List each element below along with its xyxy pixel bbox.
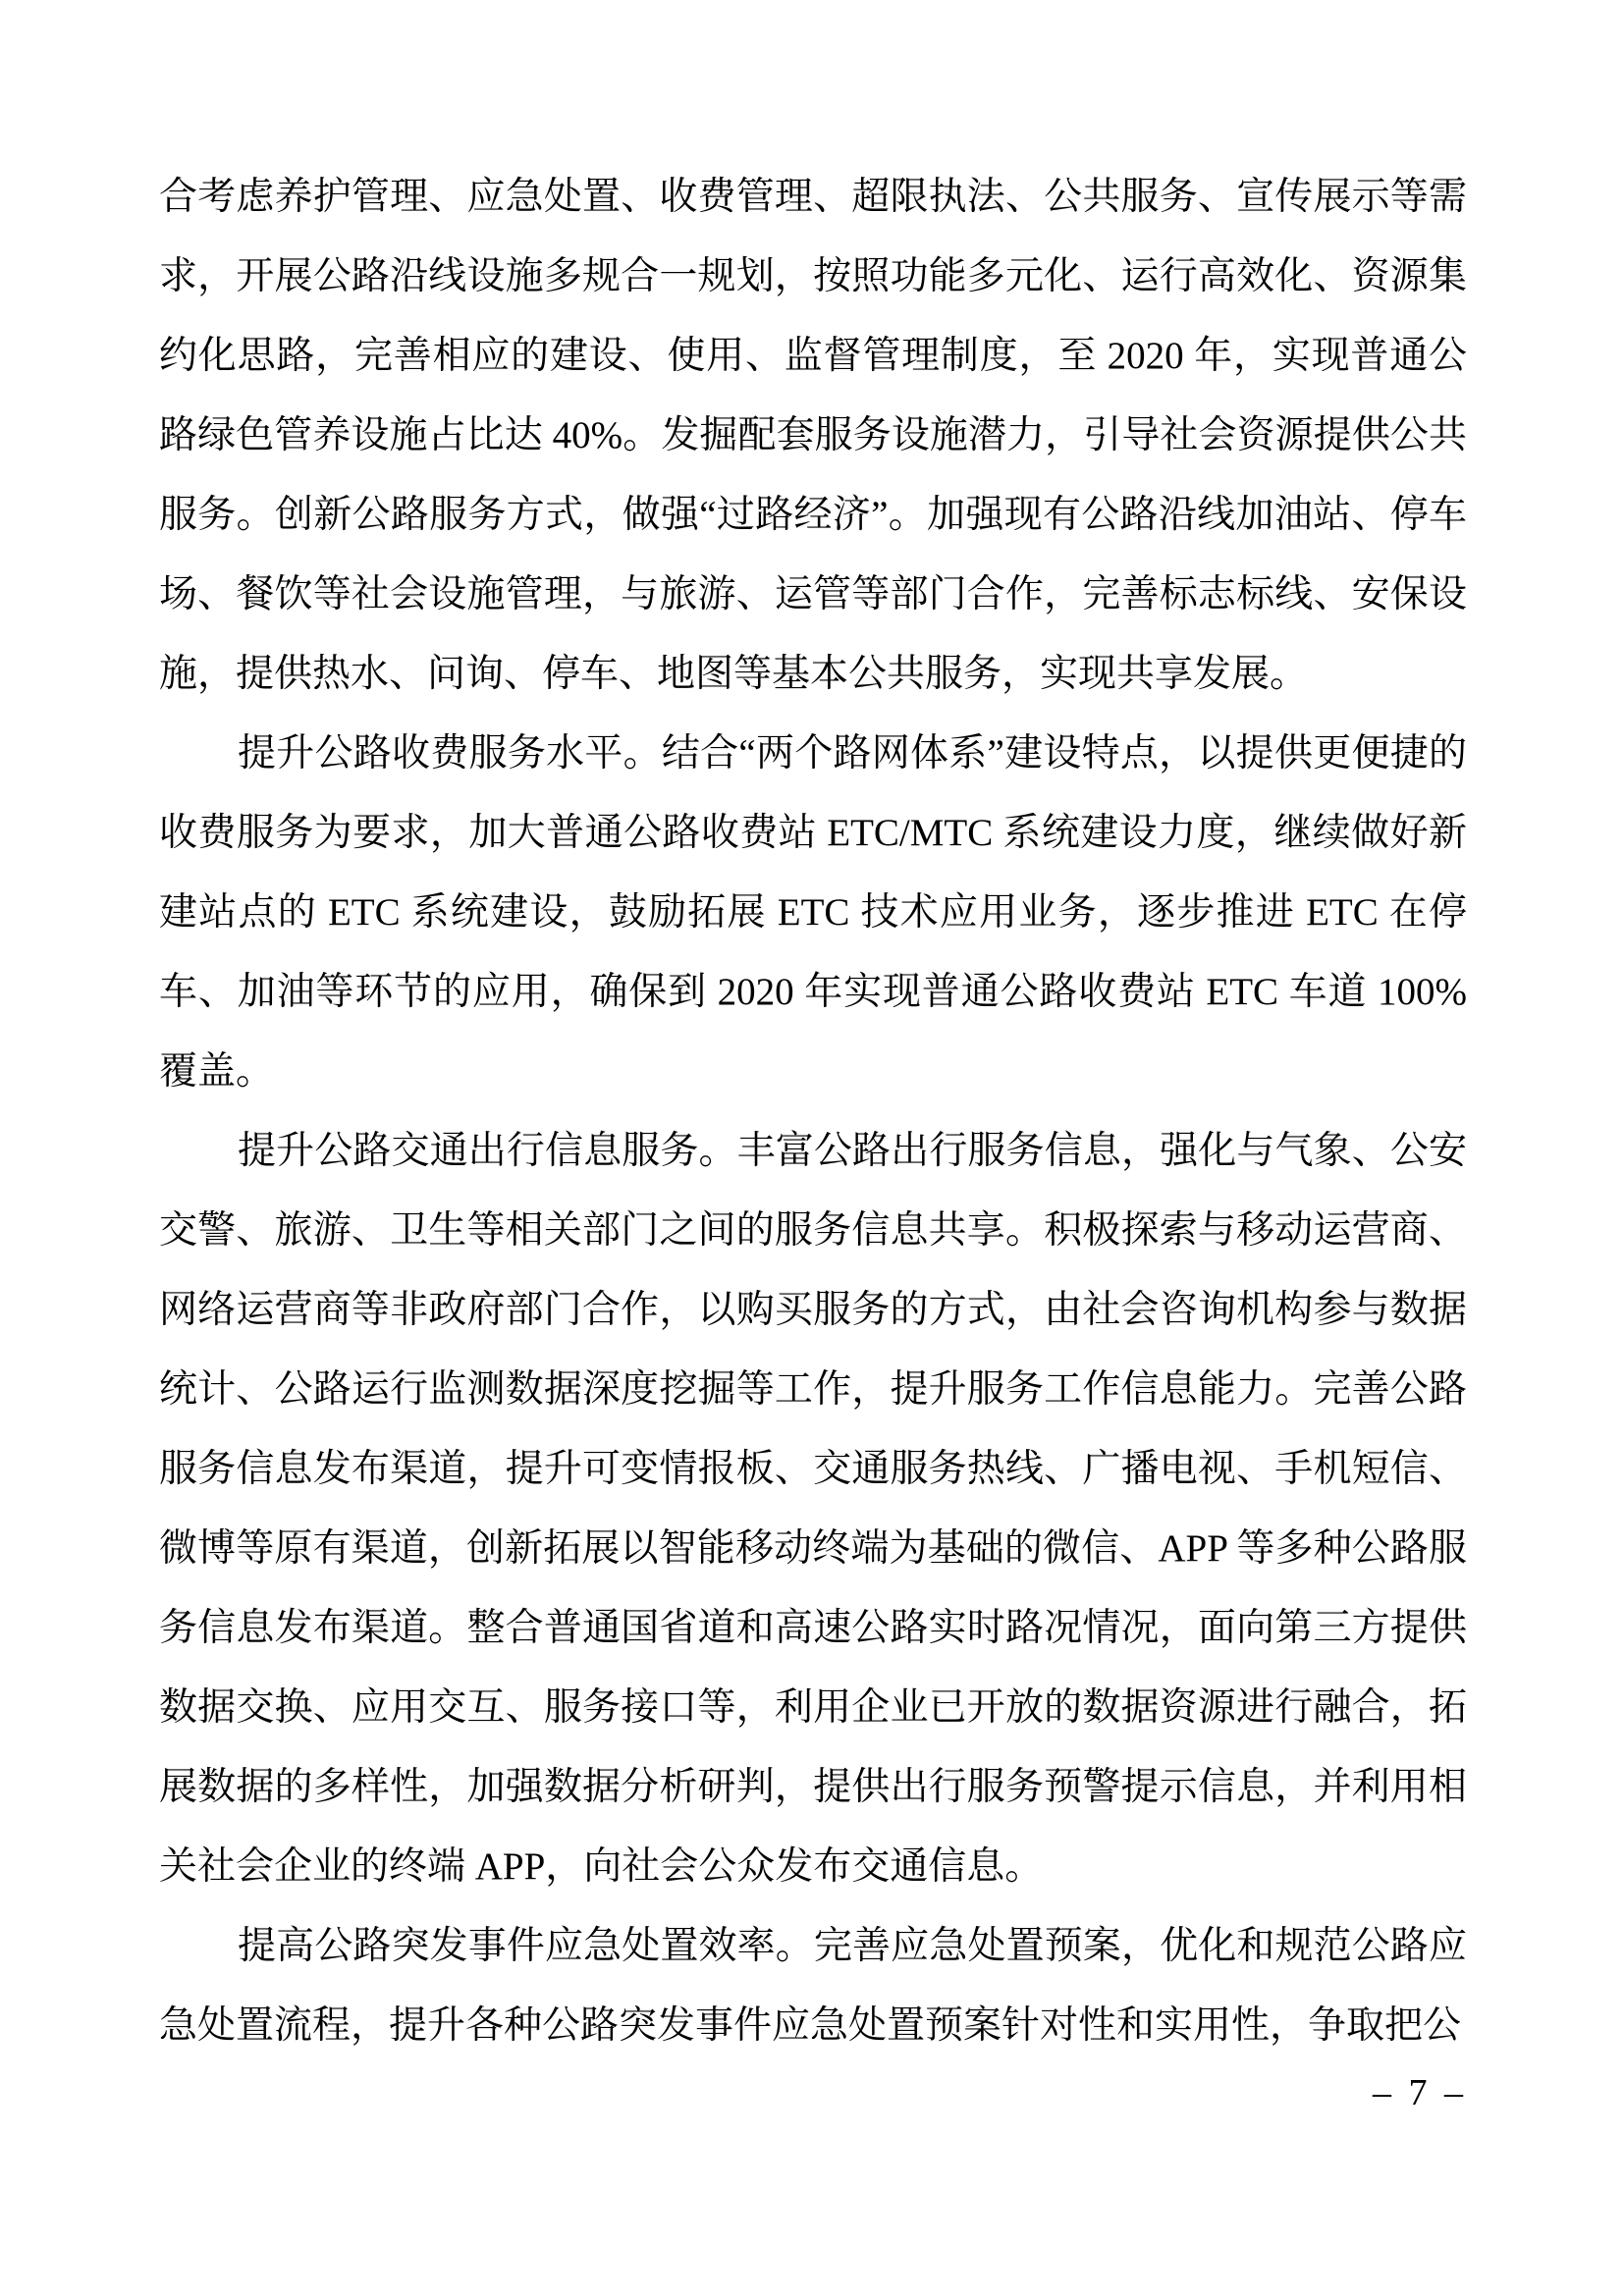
page-number: – 7 – <box>1373 2072 1467 2113</box>
paragraph-continuation: 合考虑养护管理、应急处置、收费管理、超限执法、公共服务、宣传展示等需求，开展公路沿线设施多规合一规划，按照功能多元化、运行高效化、资源集约化思路，完善相应的建设、使用、监督管理制度，至 2020 年，实现普通公路绿色管养设施占比达 40%。发掘配套服务设施潜力，引导社会资源提供公共服务。创新公路服务方式，做强“过路经济”。加强现有公路沿线加油站、停车场、餐饮等社会设施管理，与旅游、运管等部门合作，完善标志标线、安保设施，提供热水、问询、停车、地图等基本公共服务，实现共享发展。 <box>159 176 1467 695</box>
paragraph-toll-service: 提升公路收费服务水平。结合“两个路网体系”建设特点，以提供更便捷的收费服务为要求，加大普通公路收费站 ETC/MTC 系统建设力度，继续做好新建站点的 ETC 系统建设，鼓励拓展 ETC 技术应用业务，逐步推进 ETC 在停车、加油等环节的应用，确保到 2020 年实现普通公路收费站 ETC 车道 100%覆盖。 <box>159 732 1467 1093</box>
paragraph-travel-information: 提升公路交通出行信息服务。丰富公路出行服务信息，强化与气象、公安交警、旅游、卫生等相关部门之间的服务信息共享。积极探索与移动运营商、网络运营商等非政府部门合作，以购买服务的方式，由社会咨询机构参与数据统计、公路运行监测数据深度挖掘等工作，提升服务工作信息能力。完善公路服务信息发布渠道，提升可变情报板、交通服务热线、广播电视、手机短信、微博等原有渠道，创新拓展以智能移动终端为基础的微信、APP 等多种公路服务信息发布渠道。整合普通国省道和高速公路实时路况情况，面向第三方提供数据交换、应用交互、服务接口等，利用企业已开放的数据资源进行融合，拓展数据的多样性，加强数据分析研判，提供出行服务预警提示信息，并利用相关社会企业的终端 APP，向社会公众发布交通信息。 <box>159 1130 1467 1888</box>
paragraph-emergency-response: 提高公路突发事件应急处置效率。完善应急处置预案，优化和规范公路应急处置流程，提升各种公路突发事件应急处置预案针对性和实用性，争取把公 <box>159 1925 1467 2047</box>
document-body <box>159 157 1467 2065</box>
